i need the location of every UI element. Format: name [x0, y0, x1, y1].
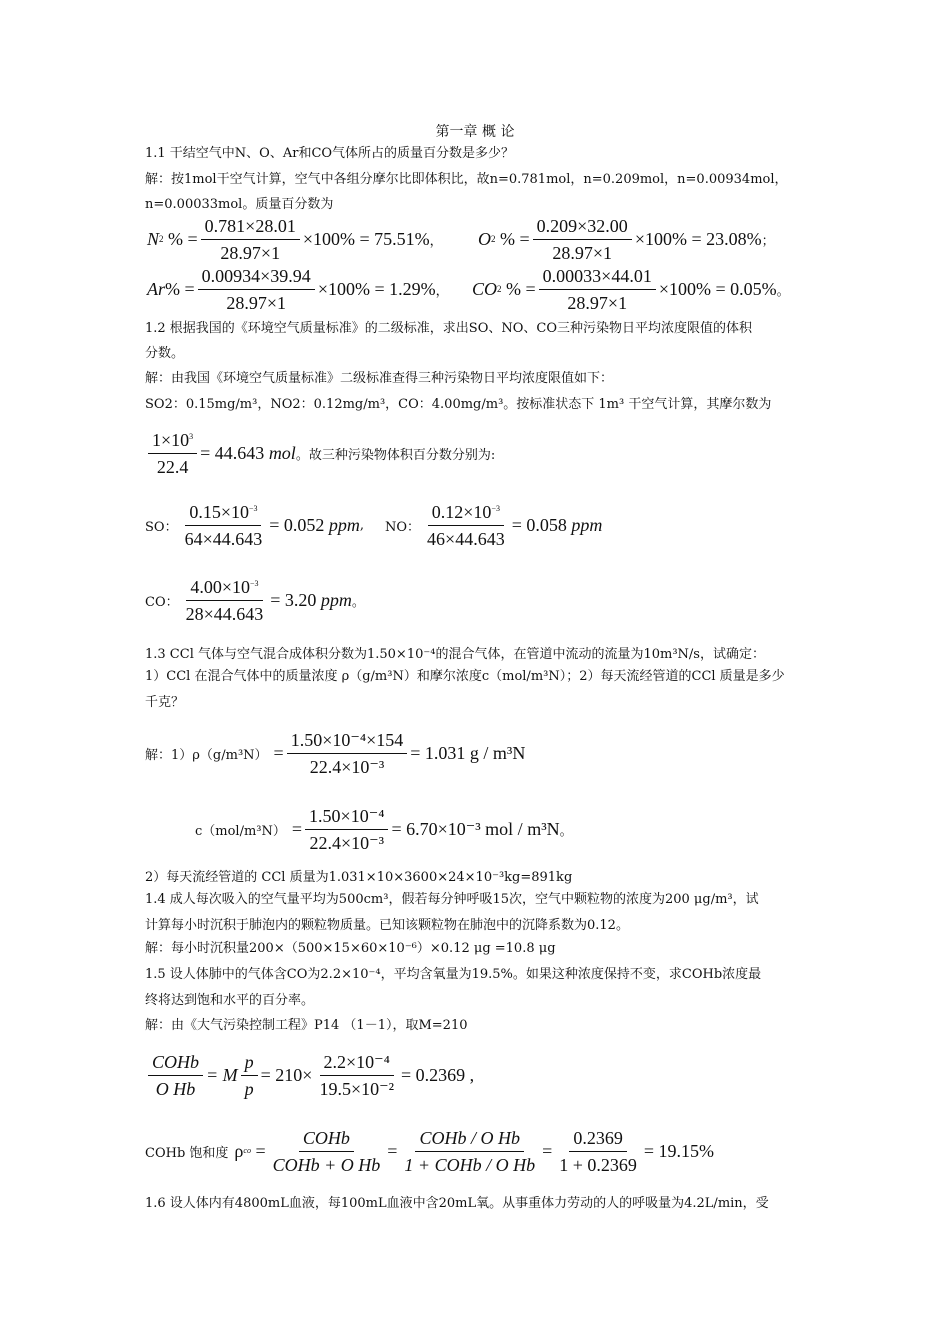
eq-ar: Ar % = $\frac{0.00934\times 39.94}{28.97\times 1}$ ×100% = 1.29% ，	[147, 265, 449, 313]
ans2-label: c（mol/m³N）	[195, 823, 286, 839]
eq-mol-exp: 3	[189, 431, 194, 441]
eq-mol	[145, 428, 495, 478]
eq1-lhs-den: O Hb	[155, 1078, 196, 1099]
q1-5-question-l1: 1.5 设人体肺中的气体含CO为2.2×10⁻⁴，平均含氧量为19.5%。如果这种浓度保持不变，求COHb浓度最	[145, 967, 762, 982]
co-label: CO：	[145, 594, 179, 610]
eq1-val: = 210×	[260, 1064, 313, 1085]
eq-ar-res: ×100% = 1.29%	[317, 278, 436, 299]
eq-o2: O 2 % = $\frac{0.209\times 32.00}{28.97\times 1}$ ×100% = 23.08% ；	[478, 215, 775, 263]
eq-co2: CO 2 % = $\frac{0.00033\times 44.01}{28.97\times 1}$ ×100% = 0.05% 。	[472, 265, 790, 313]
eq-co-den: 28×44.643	[185, 603, 264, 624]
q1-3-answer-mass: 2）每天流经管道的 CCl 质量为1.031×10×3600×24×10⁻³kg=891kg	[145, 870, 573, 885]
eq-cohb-ratio	[145, 1046, 474, 1104]
eq-co2-num: 0.00033×44.01	[539, 265, 656, 290]
q1-2-question-l2: 分数。	[145, 346, 185, 361]
eq-no2-exp: −3	[491, 503, 500, 513]
eq2-f3-den: 1 + 0.2369	[559, 1154, 637, 1175]
eq-ar-num: 0.00934×39.94	[198, 265, 315, 290]
eq-n2-den: 28.97×1	[220, 242, 281, 263]
eq-no2-den: 46×44.643	[427, 528, 505, 549]
eq2-f1-den: COHb + O Hb	[272, 1154, 381, 1175]
eq1-v-num: 2.2×10⁻⁴	[320, 1051, 394, 1076]
eq-c-res: = 6.70×10⁻³ mol / m³N	[391, 818, 560, 839]
q1-1-question: 1.1 干结空气中N、O、Ar和CO气体所占的质量百分数是多少？	[145, 146, 515, 161]
eq-co-res: = 3.20	[270, 589, 317, 610]
eq-c-den: 22.4×10⁻³	[309, 832, 385, 853]
eq-no2	[385, 500, 602, 550]
eq2-f2-num: COHb / O Hb	[419, 1127, 520, 1148]
eq-o2-num: 0.209×32.00	[533, 215, 632, 240]
q1-2-question-l1: 1.2 根据我国的《环境空气质量标准》的二级标准，求出SO、NO、CO三种污染物日平均浓度限值的体积	[145, 321, 753, 336]
q1-5-question-l2: 终将达到饱和水平的百分率。	[145, 993, 315, 1008]
eq-co2-res: ×100% = 0.05%	[658, 278, 777, 299]
eq-n2: N 2 % = $\frac{0.781\times 28.01}{28.97\times 1}$ ×100% = 75.51% ，	[147, 215, 443, 263]
q1-4-question-l2: 计算每小时沉积于肺泡内的颗粒物质量。已知该颗粒物在肺泡中的沉降系数为0.12。	[145, 918, 629, 933]
q1-6-question-l1: 1.6 设人体内有4800mL血液，每100mL血液中含20mL氧。从事重体力劳动的人的呼吸量为4.2L/min，受	[145, 1196, 769, 1211]
eq-rho-num: 1.50×10⁻⁴×154	[287, 729, 408, 754]
eq-mol-num: 1×10	[152, 429, 190, 450]
eq2-f3-num: 0.2369	[569, 1127, 627, 1152]
eq-so2-exp: −3	[248, 503, 258, 513]
eq1-lhs-num: COHb	[152, 1051, 200, 1072]
eq-rho: 解：1）ρ（g/m³N） = $\frac{\text{1.50×10⁻⁴×154}}{\text{22.4×10⁻³}}$ = 1.031 g / m³N	[145, 729, 526, 777]
q1-2-answer-l1: 解：由我国《环境空气质量标准》二级标准查得三种污染物日平均浓度限值如下：	[145, 371, 614, 386]
q1-5-answer-l1: 解：由《大气污染控制工程》P14 （1－1），取M=210	[145, 1018, 468, 1033]
eq-mol-unit: mol	[268, 442, 296, 463]
q1-4-answer: 解：每小时沉积量200×（500×15×60×10⁻⁶）×0.12 μg =10.8 μg	[145, 941, 556, 956]
q1-3-question-l3: 千克？	[145, 695, 185, 710]
eq2-f2-den: 1 + COHb / O Hb	[404, 1154, 536, 1175]
eq-mol-den: 22.4	[156, 456, 189, 477]
eq-no2-num: 0.12×10	[431, 501, 492, 522]
eq-no2-unit: ppm	[571, 514, 603, 535]
eq-n2-res: ×100% = 75.51%	[302, 228, 430, 249]
eq-co: CO： $\frac{4.00\times 10^{-3}}{28\times 44.643}$ = 3.20 ppm 。	[145, 576, 365, 624]
eq2-sub: co	[243, 1146, 251, 1155]
q1-1-answer-line2: n=0.00033mol。质量百分数为	[145, 197, 334, 212]
eq-c: c（mol/m³N） = $\frac{\text{1.50×10⁻⁴}}{\text{22.4×10⁻³}}$ = 6.70×10⁻³ mol / m³N 。	[195, 805, 573, 853]
q1-4-question-l1: 1.4 成人每次吸入的空气量平均为500cm³，假若每分钟呼吸15次，空气中颗粒物的浓度为200 μg/m³，试	[145, 892, 759, 907]
eq-mol-res: = 44.643	[200, 442, 265, 463]
eq-so2-res: = 0.052	[269, 514, 325, 535]
eq-so2-num: 0.15×10	[189, 501, 249, 522]
so2-label: SO：	[145, 519, 178, 535]
ans1-label: 解：1）ρ（g/m³N）	[145, 747, 268, 763]
eq-rho-den: 22.4×10⁻³	[309, 756, 385, 777]
eq-mol-tail: 。故三种污染物体积百分数分别为:	[295, 447, 496, 463]
eq-n2-num: 0.781×28.01	[201, 215, 300, 240]
eq1-res: = 0.2369 ,	[401, 1064, 475, 1085]
eq-so2: SO： $\frac{0.15\times 10^{-3}}{64\times 44.643}$ = 0.052 ppm ,	[145, 501, 365, 549]
eq-co2-den: 28.97×1	[567, 292, 628, 313]
no2-label: NO：	[385, 519, 421, 535]
chapter-title: 第一章 概 论	[435, 124, 515, 140]
eq1-mid: = M	[206, 1064, 238, 1085]
eq-rho-res: = 1.031 g / m³N	[410, 742, 526, 763]
eq-c-num: 1.50×10⁻⁴	[305, 805, 388, 830]
eq-no2-res: = 0.058	[511, 514, 567, 535]
eq-so2-unit: ppm	[328, 514, 360, 535]
eq-co-num: 4.00×10	[190, 576, 250, 597]
eq2-res: = 19.15%	[643, 1140, 715, 1161]
eq-so2-den: 64×44.643	[184, 528, 263, 549]
q1-3-question-l2: 1）CCl 在混合气体中的质量浓度 ρ（g/m³N）和摩尔浓度c（mol/m³N）；2）每天流经管道的CCl 质量是多少	[145, 669, 785, 684]
eq2-f1-num: COHb	[302, 1127, 350, 1148]
eq2-rho: ρ	[234, 1140, 244, 1161]
eq-o2-res: ×100% = 23.08%	[634, 228, 762, 249]
q1-2-answer-l2: SO2：0.15mg/m³，NO2：0.12mg/m³，CO：4.00mg/m³。按标准状态下 1m³ 干空气计算，其摩尔数为	[145, 397, 772, 412]
eq-o2-den: 28.97×1	[552, 242, 613, 263]
eq-cohb-saturation: COHb 饱和度 ρ co = $\frac{\text{COHb}}{\text{COHb + O Hb}}$ = $\frac{\text{COHb / O Hb}}{\text{1 + COHb / O Hb}}$ = $\frac{0.2369}{1 + 0.2369}$ = 19.15%	[145, 1127, 715, 1175]
eq-co-exp: −3	[250, 578, 259, 588]
eq1-p-den: p	[244, 1078, 254, 1099]
eq-ar-den: 28.97×1	[226, 292, 287, 313]
eq1-v-den: 19.5×10⁻²	[319, 1078, 395, 1099]
eq1-p-num: p	[244, 1051, 254, 1072]
q1-1-answer-line1: 解：按1mol干空气计算，空气中各组分摩尔比即体积比，故n=0.781mol，n=0.209mol，n=0.00934mol，	[145, 172, 788, 187]
eq-co-unit: ppm	[320, 589, 352, 610]
eq2-label: COHb 饱和度	[145, 1145, 229, 1161]
q1-3-question-l1: 1.3 CCl 气体与空气混合成体积分数为1.50×10⁻⁴的混合气体，在管道中流动的流量为10m³N/s，试确定：	[145, 647, 765, 662]
